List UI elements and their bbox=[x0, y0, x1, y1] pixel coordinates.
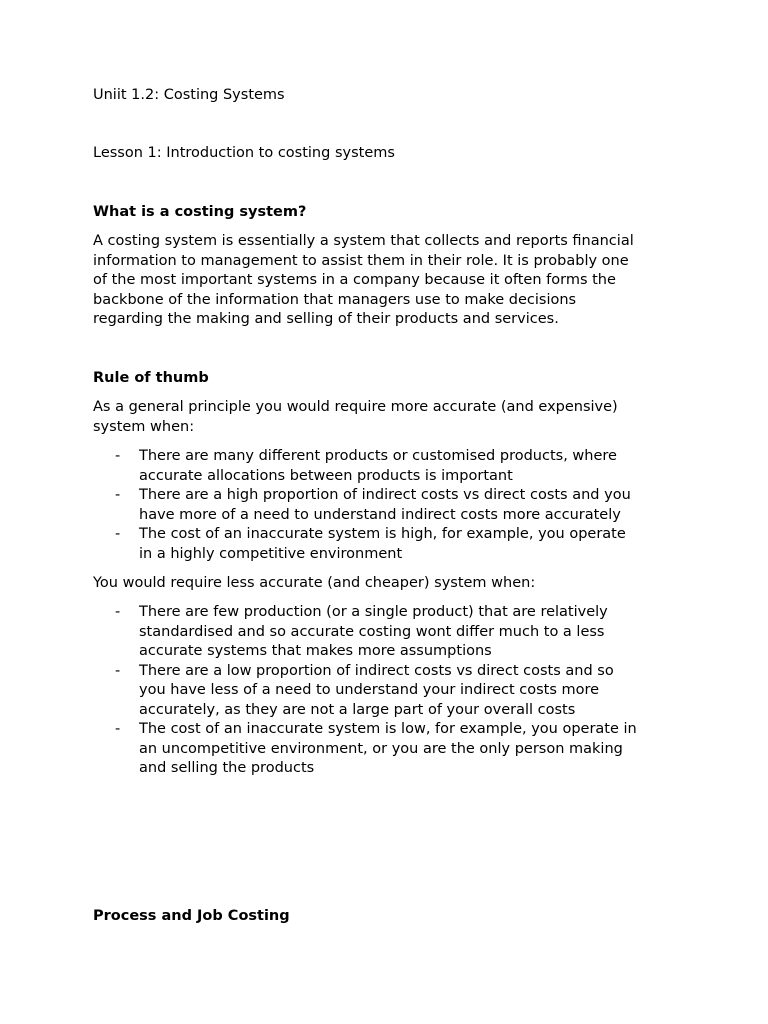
paragraph-line: A costing system is essentially a system that collects and reports financial bbox=[93, 233, 634, 249]
list-item-line: you have less of a need to understand your indirect costs more bbox=[139, 682, 600, 698]
paragraph-line: system when: bbox=[93, 418, 195, 435]
list-item-line: accurately, as they are not a large part of your overall costs bbox=[139, 701, 576, 718]
unit-title: Uniit 1.2: Costing Systems bbox=[93, 87, 285, 103]
list-item-line: There are few production (or a single product) that are relatively bbox=[139, 604, 608, 620]
list-item-line: and selling the products bbox=[139, 760, 315, 776]
less-accurate-intro: You would require less accurate (and cheaper) system when: bbox=[93, 575, 536, 591]
list-item bbox=[93, 720, 683, 779]
bullet-dash: - bbox=[115, 721, 121, 737]
list-item bbox=[93, 447, 683, 486]
section-heading-rule-of-thumb: Rule of thumb bbox=[93, 370, 209, 386]
list-item-line: an uncompetitive environment, or you are the only person making bbox=[139, 740, 623, 757]
more-accurate-list bbox=[93, 447, 683, 564]
bullet-dash: - bbox=[115, 487, 121, 503]
list-item bbox=[93, 525, 683, 564]
list-item-line: The cost of an inaccurate system is low, for example, you operate in bbox=[139, 721, 637, 737]
list-item bbox=[93, 662, 683, 721]
definition-paragraph bbox=[93, 232, 683, 330]
list-item bbox=[93, 486, 683, 525]
list-item-line: There are a low proportion of indirect costs vs direct costs and so bbox=[139, 662, 614, 679]
list-item-line: standardised and so accurate costing wont differ much to a less bbox=[139, 623, 605, 640]
list-item-line: accurate allocations between products is important bbox=[139, 467, 513, 484]
list-item-line: The cost of an inaccurate system is high, for example, you operate bbox=[139, 526, 626, 542]
section-heading-process-job-costing: Process and Job Costing bbox=[93, 908, 290, 924]
list-item-line: There are a high proportion of indirect costs vs direct costs and you bbox=[139, 487, 631, 503]
less-accurate-list bbox=[93, 603, 683, 779]
bullet-dash: - bbox=[115, 604, 121, 620]
rule-intro-paragraph bbox=[93, 398, 683, 437]
paragraph-line: As a general principle you would require more accurate (and expensive) bbox=[93, 399, 618, 415]
list-item-line: There are many different products or customised products, where bbox=[139, 448, 617, 464]
paragraph-line: of the most important systems in a company because it often forms the bbox=[93, 272, 616, 288]
bullet-dash: - bbox=[115, 662, 121, 679]
lesson-title: Lesson 1: Introduction to costing systems bbox=[93, 145, 395, 161]
paragraph-line: regarding the making and selling of their products and services. bbox=[93, 311, 559, 327]
list-item-line: have more of a need to understand indirect costs more accurately bbox=[139, 506, 621, 523]
list-item-line: in a highly competitive environment bbox=[139, 545, 403, 562]
list-item bbox=[93, 603, 683, 662]
list-item-line: accurate systems that makes more assumptions bbox=[139, 643, 492, 659]
paragraph-line: information to management to assist them in their role. It is probably one bbox=[93, 252, 629, 269]
paragraph-line: backbone of the information that managers use to make decisions bbox=[93, 291, 577, 308]
section-heading-what-is: What is a costing system? bbox=[93, 204, 307, 220]
bullet-dash: - bbox=[115, 526, 121, 542]
bullet-dash: - bbox=[115, 448, 121, 464]
